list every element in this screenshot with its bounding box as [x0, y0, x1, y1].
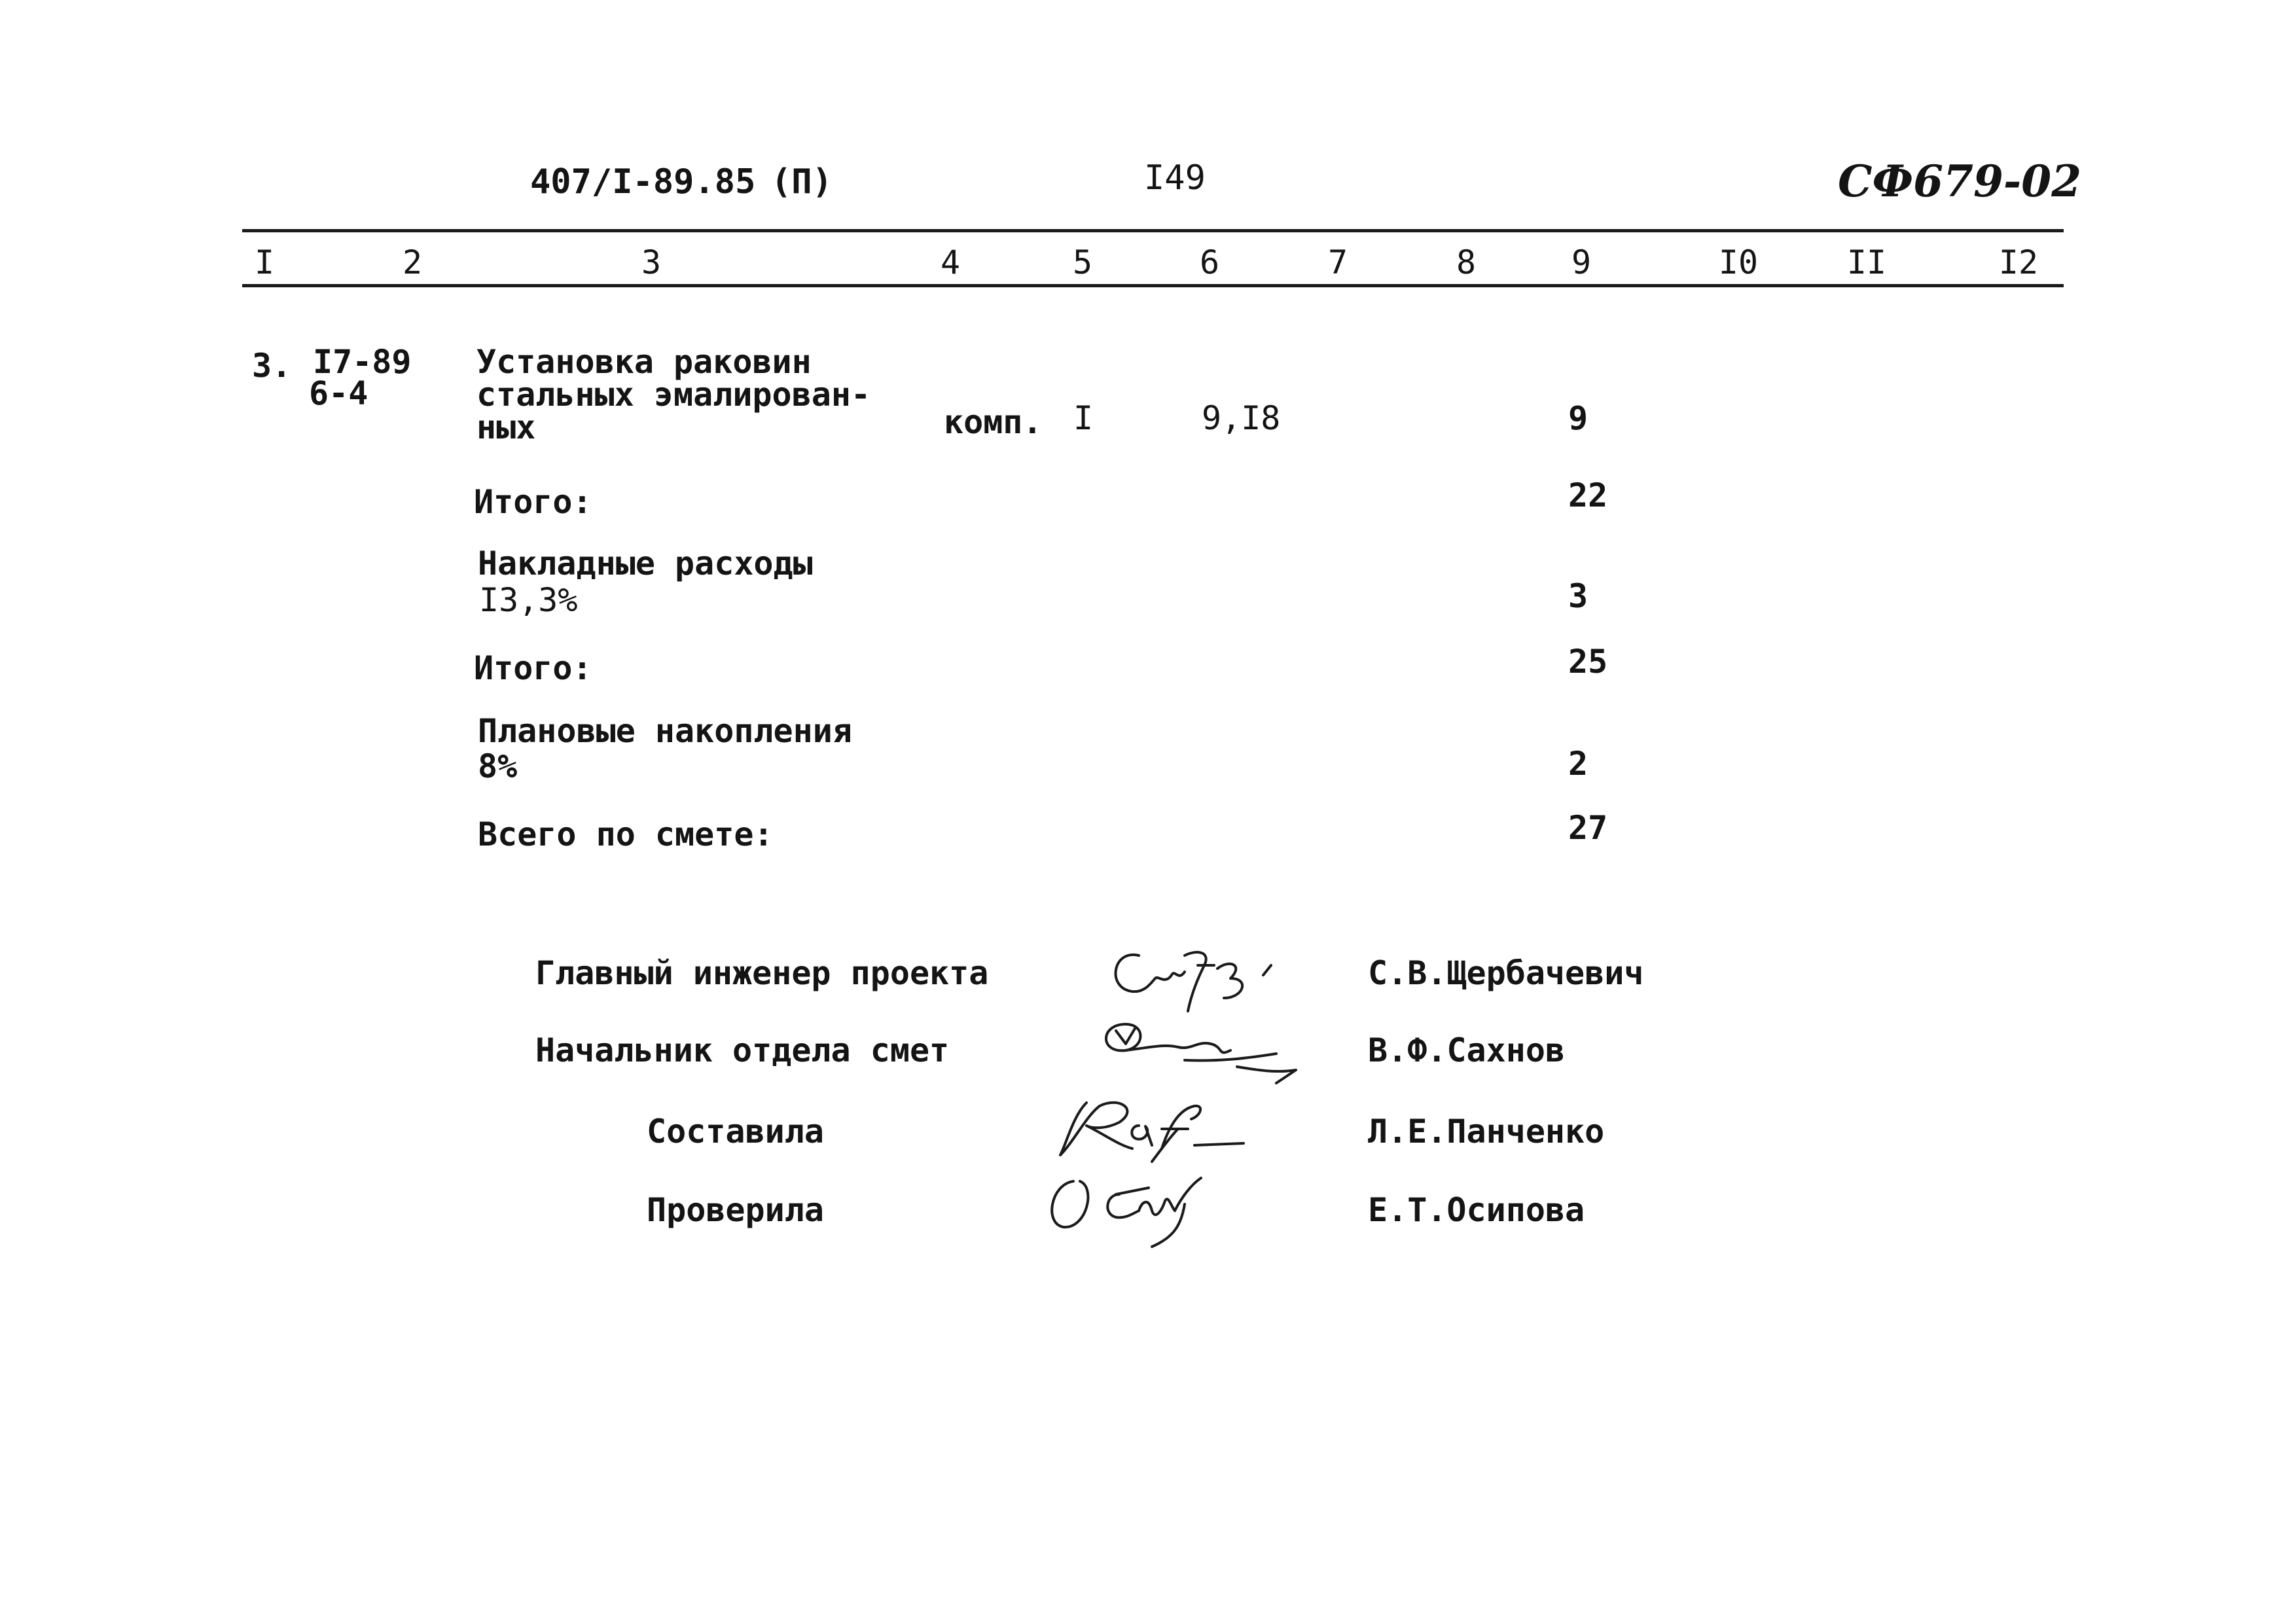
column-number-6: 6: [1199, 243, 1220, 281]
column-number-7: 7: [1327, 243, 1348, 281]
column-number-10: I0: [1718, 243, 1759, 281]
signature-mark-checked-by: [1034, 1158, 1270, 1257]
item-description-line1: Установка раковин: [476, 343, 812, 381]
header-top-rule: [242, 229, 2064, 232]
signature-name-compiled-by: Л.Е.Панченко: [1368, 1113, 1605, 1150]
item-description-line3: ных: [476, 408, 536, 446]
summary-savings-rate: 8%: [478, 747, 518, 785]
item-number: 3.: [252, 347, 292, 385]
document-number: 407/I-89.85: [530, 162, 756, 202]
summary-overhead-rate: I3,3%: [479, 581, 578, 619]
summary-savings-label: Плановые накопления: [478, 712, 852, 750]
summary-savings-value: 2: [1568, 745, 1588, 783]
summary-overhead-value: 3: [1568, 577, 1588, 615]
item-code-line2: 6-4: [309, 374, 368, 412]
column-number-2: 2: [402, 243, 423, 281]
column-number-4: 4: [940, 243, 961, 281]
document-suffix: (П): [771, 162, 833, 202]
item-description-line2: стальных эмалирован-: [476, 376, 871, 414]
summary-subtotal-1-value: 22: [1568, 476, 1608, 514]
signature-role-compiled-by: Составила: [647, 1113, 824, 1150]
summary-subtotal-2-value: 25: [1568, 643, 1608, 681]
item-unit: комп.: [944, 403, 1043, 441]
summary-subtotal-1-label: Итого:: [474, 483, 592, 521]
column-number-1: I: [254, 243, 275, 281]
item-quantity: I: [1073, 399, 1094, 437]
column-number-9: 9: [1571, 243, 1592, 281]
summary-overhead-label: Накладные расходы: [478, 544, 813, 582]
signature-role-checked-by: Проверила: [647, 1191, 824, 1229]
page-number: I49: [1144, 158, 1206, 198]
column-number-3: 3: [641, 243, 662, 281]
item-total: 9: [1568, 399, 1588, 437]
column-number-5: 5: [1072, 243, 1093, 281]
signature-mark-chief-engineer: [1100, 929, 1309, 1021]
item-price: 9,I8: [1202, 399, 1281, 437]
item-code-line1: I7-89: [313, 343, 412, 381]
signature-mark-estimates-head: [1086, 1008, 1322, 1093]
signature-name-checked-by: Е.Т.Осипова: [1368, 1191, 1585, 1229]
signature-name-estimates-head: В.Ф.Сахнов: [1368, 1031, 1566, 1069]
summary-grand-total-value: 27: [1568, 809, 1608, 847]
summary-subtotal-2-label: Итого:: [474, 649, 592, 687]
column-number-11: II: [1846, 243, 1887, 281]
signature-role-estimates-head: Начальник отдела смет: [535, 1031, 950, 1069]
signature-role-chief-engineer: Главный инженер проекта: [535, 954, 989, 992]
header-bottom-rule: [242, 284, 2064, 287]
signature-name-chief-engineer: С.В.Щербачевич: [1368, 954, 1644, 992]
column-number-12: I2: [1998, 243, 2039, 281]
summary-grand-total-label: Всего по смете:: [478, 815, 774, 853]
column-number-8: 8: [1456, 243, 1477, 281]
document-code: СФ679-02: [1838, 156, 2082, 207]
